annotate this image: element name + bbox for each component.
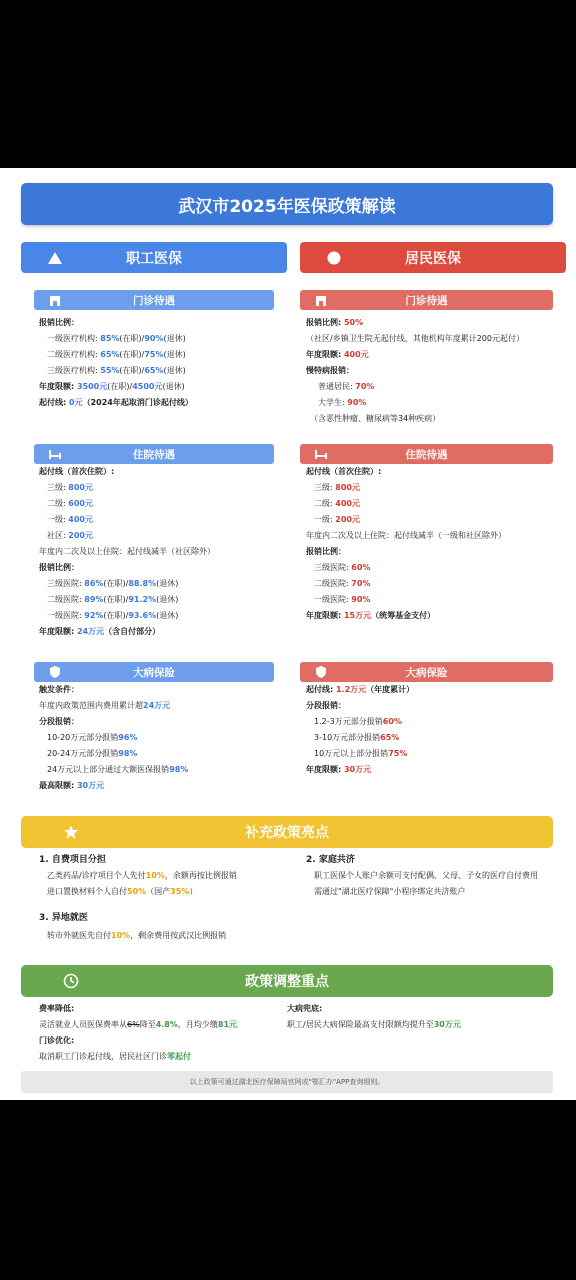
bed-icon bbox=[48, 447, 62, 461]
resident-outpatient-chronic-label: 慢特病报销： bbox=[306, 366, 354, 375]
employee-outpatient-level1: 一级医疗机构: 85%(在职)/90%(退休) bbox=[47, 334, 186, 343]
triangle-icon bbox=[47, 250, 63, 266]
supplement-item2-line1: 职工医保个人账户余额可支付配偶、父母、子女的医疗自付费用 bbox=[314, 871, 538, 880]
employee-outpatient-header: 门诊待遇 bbox=[34, 290, 274, 310]
employee-critical-cap: 最高限额: 30万元 bbox=[39, 781, 105, 790]
resident-critical-s3: 10万元以上部分报销75% bbox=[314, 749, 408, 758]
resident-inpatient-repeat: 年度内二次及以上住院：起付线减半（一级和社区除外） bbox=[306, 531, 506, 540]
shield-icon bbox=[48, 665, 62, 679]
supplement-item1-title: 1. 自费项目分担 bbox=[39, 855, 106, 865]
supplement-header: 补充政策亮点 bbox=[21, 816, 553, 848]
supplement-item3-title: 3. 异地就医 bbox=[39, 913, 88, 923]
employee-inpatient-cap: 年度限额: 24万元（含自付部分） bbox=[39, 627, 161, 636]
resident-header: 居民医保 bbox=[300, 242, 566, 273]
employee-inpatient-tc: 社区: 200元 bbox=[47, 531, 93, 540]
resident-inpatient-h3: 三级医院: 60% bbox=[314, 563, 371, 572]
resident-critical-seg-label: 分段报销： bbox=[306, 701, 346, 710]
supplement-item2-title: 2. 家庭共济 bbox=[306, 855, 355, 865]
resident-outpatient-chronic-2: 大学生: 90% bbox=[318, 398, 367, 407]
resident-critical-header: 大病保险 bbox=[300, 662, 553, 682]
employee-inpatient-t3: 三级: 800元 bbox=[47, 483, 93, 492]
adjust-fee-line: 灵活就业人员医保费率从6%降至4.8%，月均少缴81元 bbox=[39, 1020, 238, 1029]
adjust-header: 政策调整重点 bbox=[21, 965, 553, 997]
employee-outpatient-deduct: 起付线: 0元（2024年起取消门诊起付线） bbox=[39, 398, 193, 407]
resident-outpatient-header: 门诊待遇 bbox=[300, 290, 553, 310]
employee-critical-seg-label: 分段报销： bbox=[39, 717, 79, 726]
supplement-item3-line1: 转市外就医先自付10%，剩余费用按武汉比例报销 bbox=[47, 931, 227, 940]
resident-outpatient-chronic-1: 普通居民: 70% bbox=[318, 382, 375, 391]
resident-inpatient-cap: 年度限额: 15万元（统筹基金支付） bbox=[306, 611, 436, 620]
employee-critical-s3: 24万元以上部分通过大额医保报销98% bbox=[47, 765, 189, 774]
adjust-outpatient-line: 取消职工门诊起付线，居民社区门诊零起付 bbox=[39, 1052, 191, 1061]
employee-inpatient-h2: 二级医院: 89%(在职)/91.2%(退休) bbox=[47, 595, 179, 604]
employee-inpatient-header: 住院待遇 bbox=[34, 444, 274, 464]
building-icon bbox=[314, 293, 328, 307]
employee-inpatient-t1: 一级: 400元 bbox=[47, 515, 93, 524]
resident-critical-s2: 3-10万元部分报销65% bbox=[314, 733, 400, 742]
adjust-outpatient-label: 门诊优化: bbox=[39, 1036, 75, 1045]
resident-inpatient-t1: 一级: 200元 bbox=[314, 515, 360, 524]
employee-inpatient-h3: 三级医院: 86%(在职)/88.8%(退休) bbox=[47, 579, 179, 588]
resident-inpatient-deduct-label: 起付线（首次住院）: bbox=[306, 467, 382, 476]
resident-outpatient-chronic-note: （含恶性肿瘤、糖尿病等34种疾病） bbox=[310, 414, 441, 423]
resident-critical-cap: 年度限额: 30万元 bbox=[306, 765, 372, 774]
resident-inpatient-h2: 二级医院: 70% bbox=[314, 579, 371, 588]
employee-inpatient-deduct-label: 起付线（首次住院）: bbox=[39, 467, 115, 476]
adjust-critical-line: 职工/居民大病保险最高支付限额均提升至30万元 bbox=[287, 1020, 461, 1029]
supplement-item1-line2: 进口置换材料个人自付50%（国产35%） bbox=[47, 887, 198, 896]
employee-inpatient-t2: 二级: 600元 bbox=[47, 499, 93, 508]
employee-critical-s1: 10-20万元部分报销96% bbox=[47, 733, 138, 742]
employee-critical-trigger: 年度内政策范围内费用累计超24万元 bbox=[39, 701, 171, 710]
bed-icon bbox=[314, 447, 328, 461]
resident-inpatient-h1: 一级医院: 90% bbox=[314, 595, 371, 604]
employee-outpatient-level2: 二级医疗机构: 65%(在职)/75%(退休) bbox=[47, 350, 186, 359]
circle-icon bbox=[326, 250, 342, 266]
resident-outpatient-cap: 年度限额: 400元 bbox=[306, 350, 369, 359]
employee-outpatient-cap: 年度限额: 3500元(在职)/4500元(退休) bbox=[39, 382, 185, 391]
employee-header: 职工医保 bbox=[21, 242, 287, 273]
employee-critical-header: 大病保险 bbox=[34, 662, 274, 682]
resident-outpatient-ratio-note: （社区/乡镇卫生院无起付线，其他机构年度累计200元起付） bbox=[306, 334, 524, 343]
adjust-fee-label: 费率降低: bbox=[39, 1004, 75, 1013]
employee-critical-s2: 20-24万元部分报销98% bbox=[47, 749, 138, 758]
employee-outpatient-level3: 三级医疗机构: 55%(在职)/65%(退休) bbox=[47, 366, 186, 375]
employee-inpatient-h1: 一级医院: 92%(在职)/93.6%(退休) bbox=[47, 611, 179, 620]
resident-critical-deduct: 起付线: 1.2万元（年度累计） bbox=[306, 685, 415, 694]
employee-inpatient-ratio-label: 报销比例： bbox=[39, 563, 79, 572]
adjust-critical-label: 大病兜底: bbox=[287, 1004, 323, 1013]
supplement-item2-line2: 需通过"湖北医疗保障"小程序绑定共济账户 bbox=[314, 887, 466, 896]
clock-icon bbox=[63, 973, 79, 989]
page-title: 武汉市2025年医保政策解读 bbox=[21, 183, 553, 225]
supplement-item1-line1: 乙类药品/诊疗项目个人先付10%，余额再按比例报销 bbox=[47, 871, 237, 880]
employee-inpatient-repeat: 年度内二次及以上住院：起付线减半（社区除外） bbox=[39, 547, 215, 556]
resident-inpatient-t3: 三级: 800元 bbox=[314, 483, 360, 492]
resident-critical-s1: 1.2-3万元部分报销60% bbox=[314, 717, 402, 726]
employee-outpatient-ratio-label: 报销比例： bbox=[39, 318, 79, 327]
resident-inpatient-header: 住院待遇 bbox=[300, 444, 553, 464]
star-icon bbox=[63, 824, 79, 840]
footer-note: 以上政策可通过湖北医疗保障局官网或"鄂汇办"APP查询细则。 bbox=[21, 1071, 553, 1093]
employee-critical-trigger-label: 触发条件： bbox=[39, 685, 79, 694]
resident-inpatient-t2: 二级: 400元 bbox=[314, 499, 360, 508]
shield-icon bbox=[314, 665, 328, 679]
building-icon bbox=[48, 293, 62, 307]
resident-inpatient-ratio-label: 报销比例： bbox=[306, 547, 346, 556]
policy-page bbox=[0, 168, 576, 1100]
resident-outpatient-ratio: 报销比例: 50% bbox=[306, 318, 364, 327]
